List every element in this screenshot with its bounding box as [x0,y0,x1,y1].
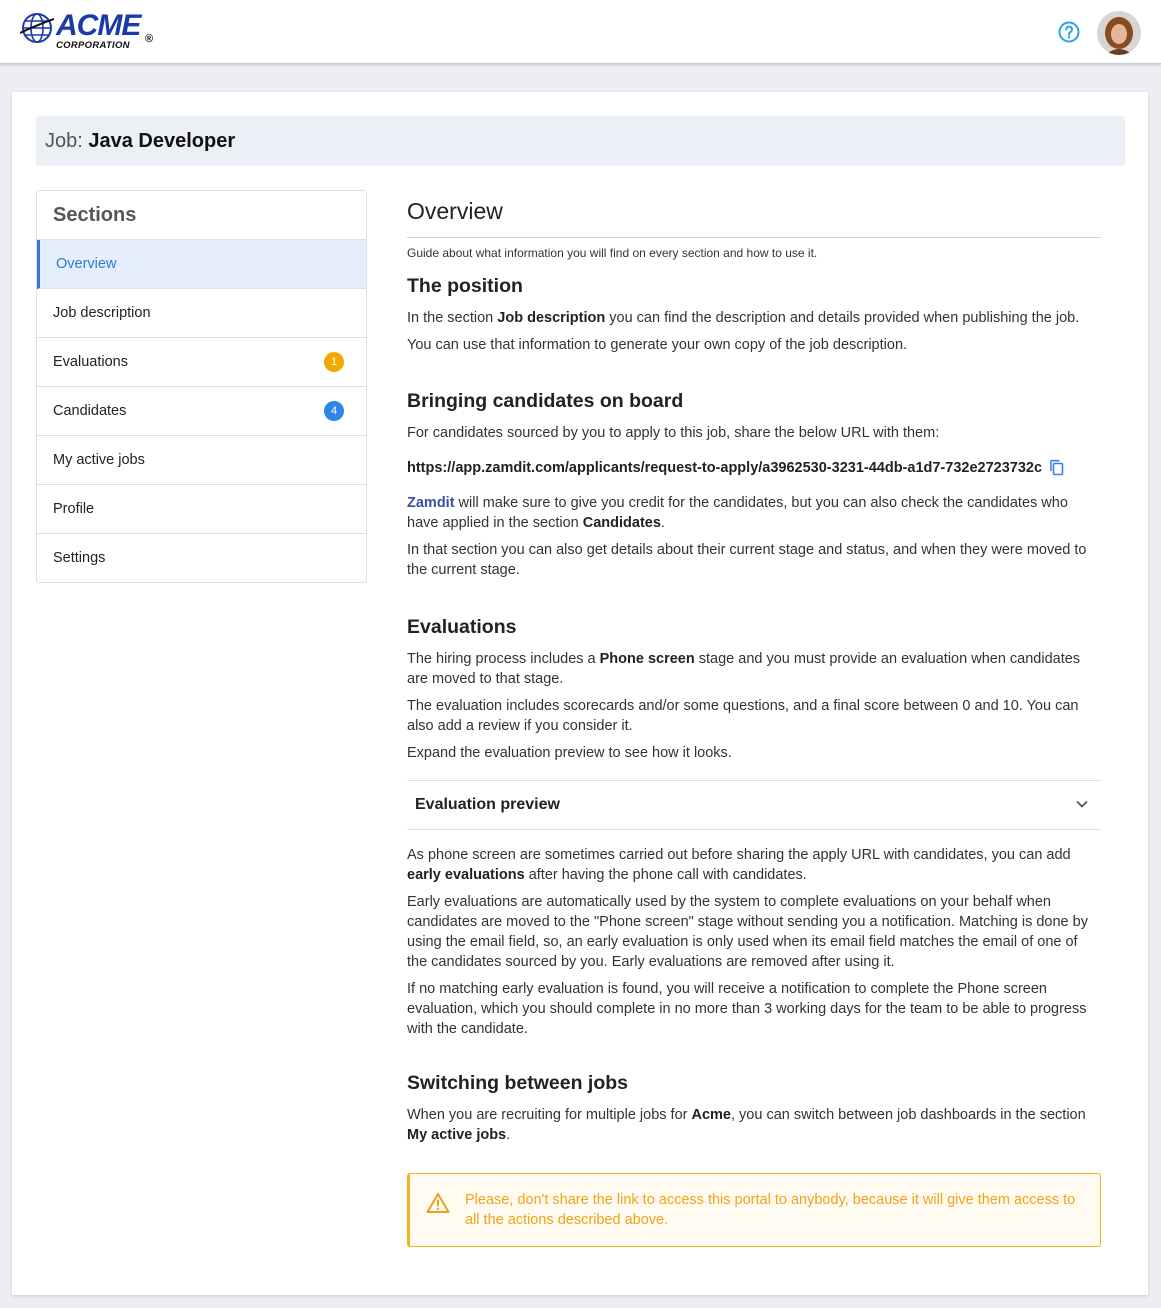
sidebar-item-overview[interactable] [37,240,366,289]
main-card [12,92,1148,1295]
warning-text: Please, don't share the link to access this portal to anybody, because it will give them access to all the actions described above. [465,1192,1076,1228]
job-header [36,116,1125,166]
sidebar-item-candidates[interactable] [37,387,366,436]
sidebar-item-label: Candidates [53,403,127,419]
sidebar-item-label: Settings [53,550,106,566]
warning-alert [407,1173,1101,1247]
page-title: Overview [407,198,503,224]
divider [407,237,1101,238]
apply-url-row [407,460,1101,476]
bold-text: early evaluations [407,867,525,883]
candidates-paragraph-2 [407,493,1101,533]
bold-text: Phone screen [599,651,695,667]
evaluations-paragraph-2: The evaluation includes scorecards and/or some questions, and a final score between 0 and 10. You can also add a review if you consider it. [407,698,1079,734]
avatar-image [1097,11,1141,55]
bold-text: Candidates [582,515,661,531]
text-span: will make sure to give you credit for the candidates, but you can also check the candidates who have applied in the section [407,495,1068,531]
sidebar-item-my-active-jobs[interactable] [37,436,366,485]
evaluations-paragraph-1 [407,649,1101,689]
evaluations-heading: Evaluations [407,616,517,638]
text-span: When you are recruiting for multiple jobs for [407,1107,692,1123]
expander-label: Evaluation preview [415,796,560,813]
text-span: The hiring process includes a [407,651,600,667]
candidates-paragraph-1: For candidates sourced by you to apply to this job, share the below URL with them: [407,425,940,441]
job-prefix: Job: [45,130,89,152]
evaluations-paragraph-3: Expand the evaluation preview to see how it looks. [407,745,732,761]
text-span: after having the phone call with candidates. [524,867,807,883]
zamdit-link[interactable]: Zamdit [407,495,455,511]
sidebar-item-profile[interactable] [37,485,366,534]
warning-triangle-icon [426,1192,450,1214]
sections-sidebar [36,190,367,583]
sidebar-item-label: Job description [53,305,151,321]
evaluation-preview-expander[interactable] [407,780,1101,830]
bold-text: Acme [691,1107,731,1123]
position-paragraph-1 [407,308,1101,328]
sidebar-item-label: Evaluations [53,354,128,370]
text-span: As phone screen are sometimes carried out before sharing the apply URL with candidates, you can add [407,847,1071,863]
text-span: stage and you must provide an evaluation when candidates are moved to that stage. [407,651,1081,687]
position-paragraph-2: You can use that information to generate your own copy of the job description. [407,337,908,353]
logo-registered-mark: ® [145,33,154,45]
page-subtitle: Guide about what information you will find on every section and how to use it. [407,246,818,260]
help-icon[interactable] [1057,20,1081,44]
evaluations-paragraph-5: Early evaluations are automatically used by the system to complete evaluations on your behalf when candidates are moved to the "Phone screen" stage without sending you a notification. Matching is done by using the email field, so, an early evaluation is only used when its email field matches the email of one of the candidates sourced by you. Early evaluations are removed after using it. [407,894,1088,970]
apply-url[interactable]: https://app.zamdit.com/applicants/request-to-apply/a3962530-3231-44db-a1d7-732e2723732c [407,460,1043,476]
text-span: , you can switch between job dashboards in the section [731,1107,1086,1123]
switching-heading: Switching between jobs [407,1072,629,1094]
text-span: you can find the description and details provided when publishing the job. [605,310,1080,326]
globe-icon [20,11,54,45]
switching-paragraph [407,1105,1101,1145]
sidebar-item-job-description[interactable] [37,289,366,338]
sidebar-item-settings[interactable] [37,534,366,583]
position-heading: The position [407,275,523,297]
logo-wordmark: ACME [56,9,141,42]
evaluations-paragraph-6: If no matching early evaluation is found, you will receive a notification to complete the Phone screen evaluation, which you should complete in no more than 3 working days for the team to be able to progress with the candidate. [407,981,1087,1037]
acme-logo[interactable] [20,10,160,54]
text-span: . [660,515,665,531]
text-span: In the section [407,310,498,326]
evaluations-paragraph-4 [407,845,1101,885]
sidebar-item-evaluations[interactable] [37,338,366,387]
bold-text: My active jobs [407,1127,507,1143]
user-avatar[interactable] [1097,11,1141,55]
candidates-heading: Bringing candidates on board [407,390,684,412]
candidates-paragraph-3: In that section you can also get details about their current stage and status, and when they were moved to the current stage. [407,542,1087,578]
sidebar-item-label: Profile [53,501,95,517]
bold-text: Job description [497,310,606,326]
sidebar-item-label: Overview [56,256,117,272]
text-span: . [506,1127,511,1143]
logo-subtitle: CORPORATION [56,40,130,51]
candidates-count-badge: 4 [324,401,344,421]
sidebar-title: Sections [37,191,366,240]
sidebar-item-label: My active jobs [53,452,145,468]
top-bar [0,0,1161,64]
copy-icon[interactable] [1049,459,1065,477]
job-title: Java Developer [88,130,236,152]
overview-content [407,190,1101,1247]
evaluations-count-badge: 1 [324,352,344,372]
chevron-down-icon [1075,797,1089,811]
